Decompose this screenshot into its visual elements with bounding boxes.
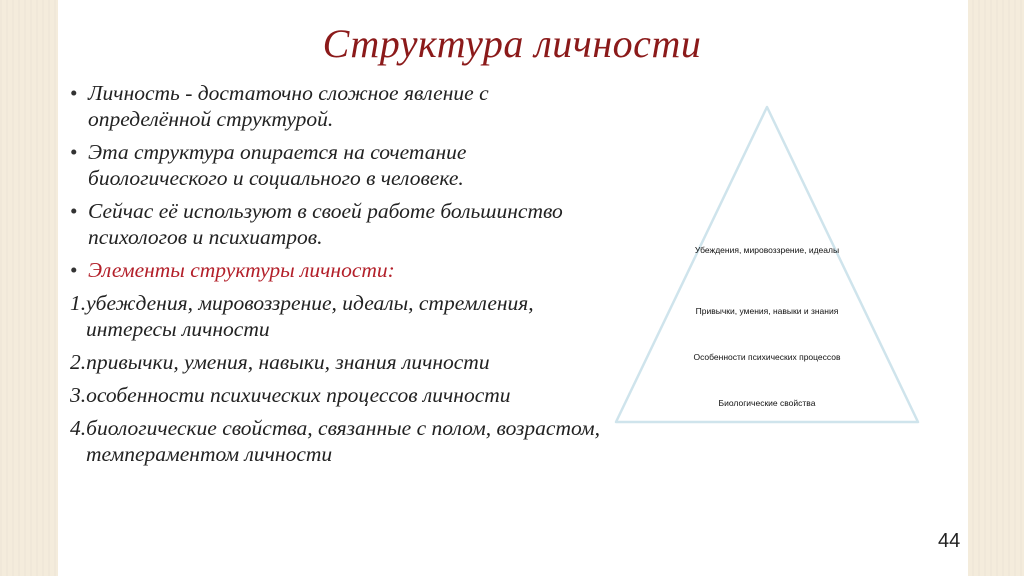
bullet-item-elements-heading: • Элементы структуры личности: [70, 257, 610, 283]
pyramid-level-processes: Особенности психических процессов [693, 352, 841, 362]
content-list [70, 80, 610, 474]
personality-pyramid-diagram [612, 104, 922, 426]
bullet-item: • Личность - достаточно сложное явление с определённой структурой. [70, 80, 610, 132]
page-number: 44 [938, 530, 961, 552]
pyramid-shape [612, 104, 922, 426]
pyramid-level-habits: Привычки, умения, навыки и знания [695, 306, 839, 316]
numbered-item: 2.привычки, умения, навыки, знания личности [70, 350, 490, 374]
slide-title: Структура личности [322, 21, 702, 66]
bullet-item: • Эта структура опирается на сочетание биологического и социального в человеке. [70, 139, 610, 191]
numbered-item: 1.убеждения, мировоззрение, идеалы, стремления, интересы личности [70, 291, 534, 341]
numbered-item: 4.биологические свойства, связанные с полом, возрастом, темпераментом личности [70, 416, 601, 466]
pyramid-level-beliefs: Убеждения, мировоззрение, идеалы [694, 245, 840, 255]
pyramid-level-biology: Биологические свойства [718, 398, 816, 408]
numbered-item: 3.особенности психических процессов личности [70, 383, 511, 407]
bullet-item: • Сейчас её используют в своей работе большинство психологов и психиатров. [70, 198, 610, 250]
